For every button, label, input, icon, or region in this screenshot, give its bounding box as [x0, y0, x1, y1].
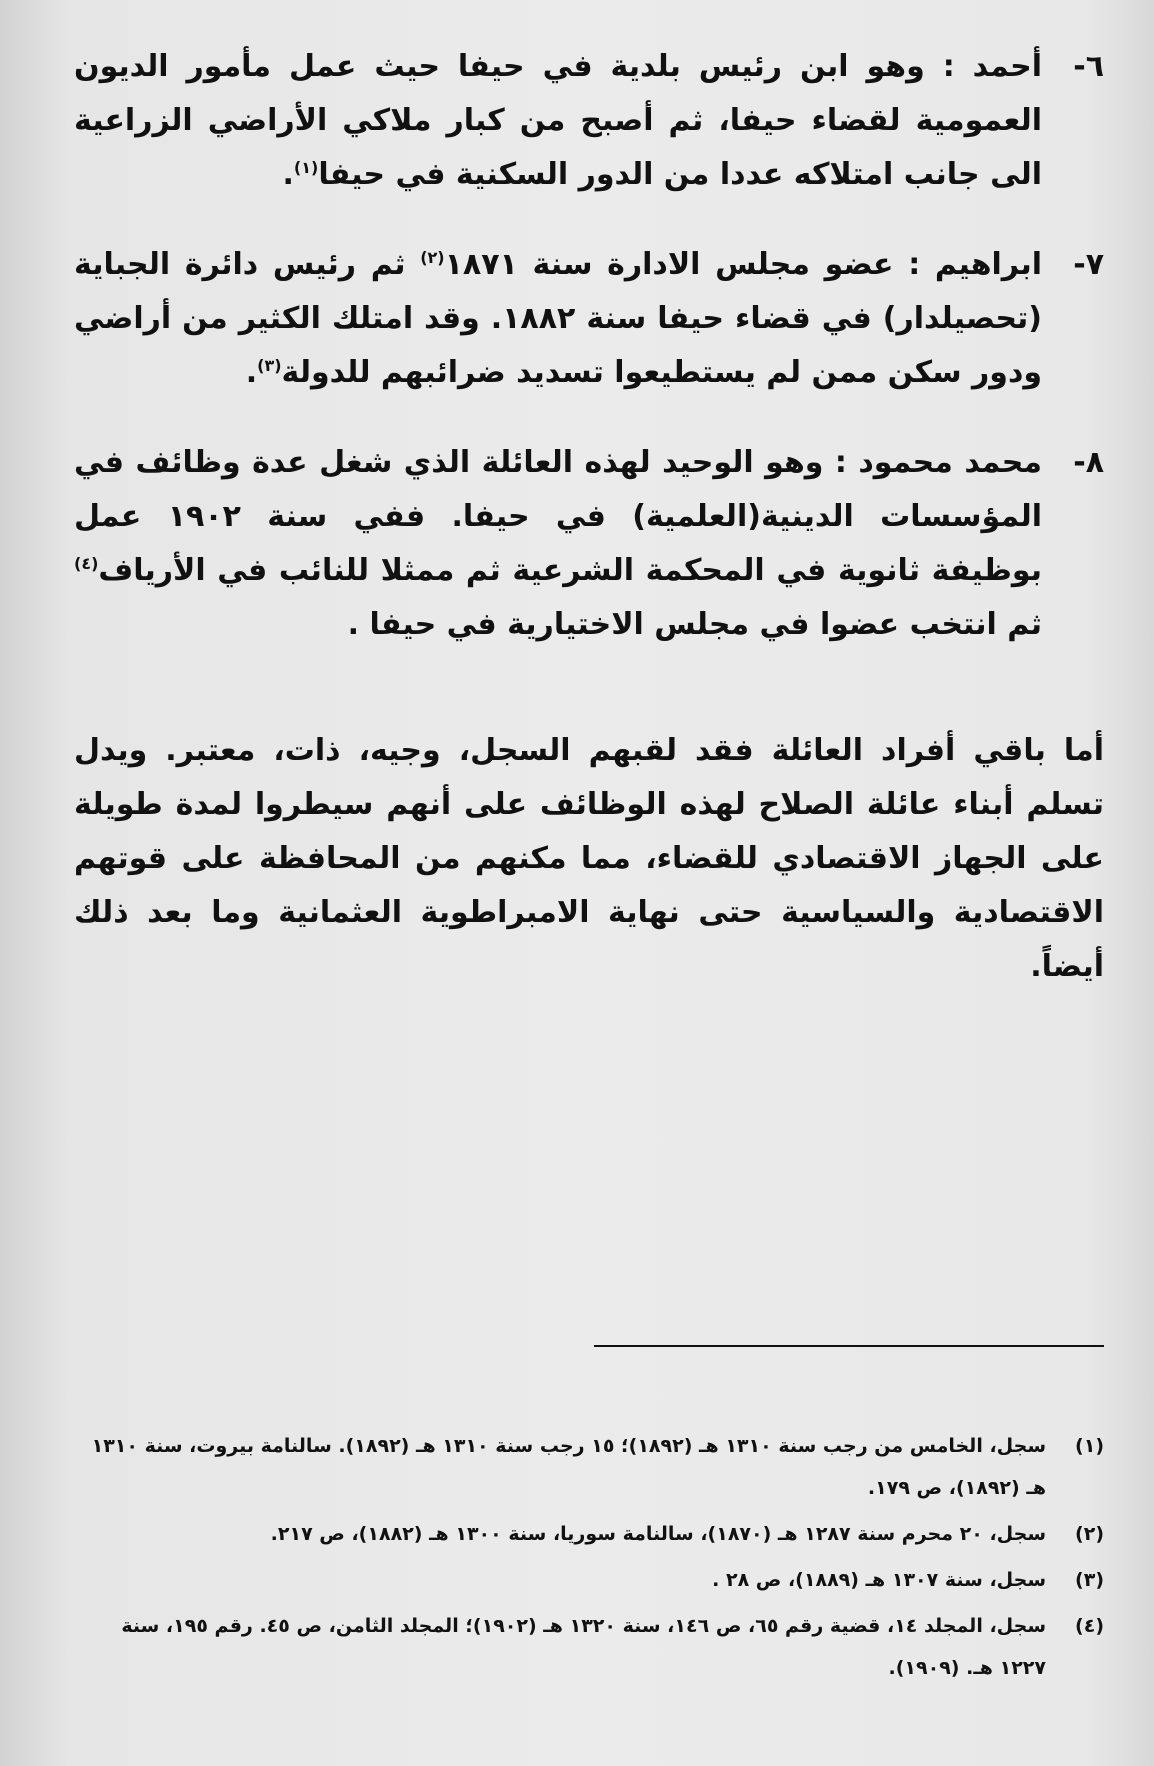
- item-number: ٨-: [1073, 445, 1104, 480]
- item-text-tail: .: [282, 157, 294, 192]
- item-text-body: ثم رئيس دائرة الجباية (تحصيلدار) في قضاء حيفا سنة ١٨٨٢. وقد امتلك الكثير من أراضي ودور سكن ممن لم يستطيعوا تسديد ضرائبهم للدولة: [74, 247, 1043, 390]
- footnote-ref: (٢): [420, 248, 445, 267]
- footnote-ref: (٣): [257, 356, 282, 375]
- item-text-body: أحمد : وهو ابن رئيس بلدية في حيفا حيث عمل مأمور الديون العمومية لقضاء حيفا، ثم أصبح من كبار ملاكي الأراضي الزراعية الى جانب امتلاكه عددا من الدور السكنية في حيفا: [74, 49, 1042, 192]
- footnote-ref: (١): [293, 158, 319, 177]
- item-number: ٧-: [1073, 247, 1104, 282]
- item-number: ٦-: [1073, 49, 1104, 84]
- item-text-tail: .: [245, 355, 258, 390]
- main-text: [74, 40, 1104, 994]
- footnote-divider: [594, 1345, 1104, 1347]
- footnote-number: (٣): [1075, 1569, 1104, 1591]
- body-paragraph: أما باقي أفراد العائلة فقد لقبهم السجل، وجيه، ذات، معتبر. ويدل تسلم أبناء عائلة الصلاح لهذه الوظائف على أنهم سيطروا لمدة طويلة على الجهاز الاقتصادي للقضاء، مما مكنهم من المحافظة على قوتهم الاقتصادية والسياسية حتى نهاية الامبراطوية العثمانية وما بعد ذلك أيضاً.: [74, 733, 1104, 984]
- footnote-text: سجل، سنة ١٣٠٧ هـ (١٨٨٩)، ص ٢٨ .: [712, 1569, 1046, 1591]
- item-text-body: محمد محمود : وهو الوحيد لهذه العائلة الذي شغل عدة وظائف في المؤسسات الدينية(العلمية) في حيفا. ففي سنة ١٩٠٢ عمل بوظيفة ثانوية في المحكمة الشرعية ثم ممثلا للنائب في الأرياف: [74, 445, 1043, 588]
- footnote-number: (٤): [1075, 1615, 1104, 1637]
- footnote-text: سجل، ٢٠ محرم سنة ١٢٨٧ هـ (١٨٧٠)، سالنامة سوريا، سنة ١٣٠٠ هـ (١٨٨٢)، ص ٢١٧.: [270, 1523, 1046, 1545]
- list-item-7: [74, 238, 1104, 400]
- footnote: [74, 1425, 1104, 1509]
- footnote-ref: (٤): [74, 554, 99, 573]
- item-text: [74, 40, 1042, 202]
- footnote-number: (١): [1075, 1435, 1104, 1457]
- footnote-text: سجل، المجلد ١٤، قضية رقم ٦٥، ص ١٤٦، سنة ١٣٢٠ هـ (١٩٠٢)؛ المجلد الثامن، ص ٤٥. رقم ١٩٥، سنة ١٢٢٧ هـ. (١٩٠٩).: [121, 1615, 1046, 1679]
- list-item-8: [74, 436, 1104, 652]
- item-text: [74, 436, 1042, 652]
- footnote: [74, 1513, 1104, 1555]
- item-text-body: ابراهيم : عضو مجلس الادارة سنة ١٨٧١: [444, 247, 1042, 282]
- footnote: [74, 1605, 1104, 1689]
- item-text-body: ثم انتخب عضوا في مجلس الاختيارية في حيفا .: [347, 607, 1042, 642]
- list-item-6: [74, 40, 1104, 202]
- footnote-number: (٢): [1075, 1523, 1104, 1545]
- footnote: [74, 1559, 1104, 1601]
- footnotes: [74, 1425, 1104, 1693]
- footnote-text: سجل، الخامس من رجب سنة ١٣١٠ هـ (١٨٩٢)؛ ١٥ رجب سنة ١٣١٠ هـ (١٨٩٢). سالنامة بيروت، سنة ١٣١٠ هـ (١٨٩٢)، ص ١٧٩.: [91, 1435, 1046, 1499]
- item-text: [74, 238, 1042, 400]
